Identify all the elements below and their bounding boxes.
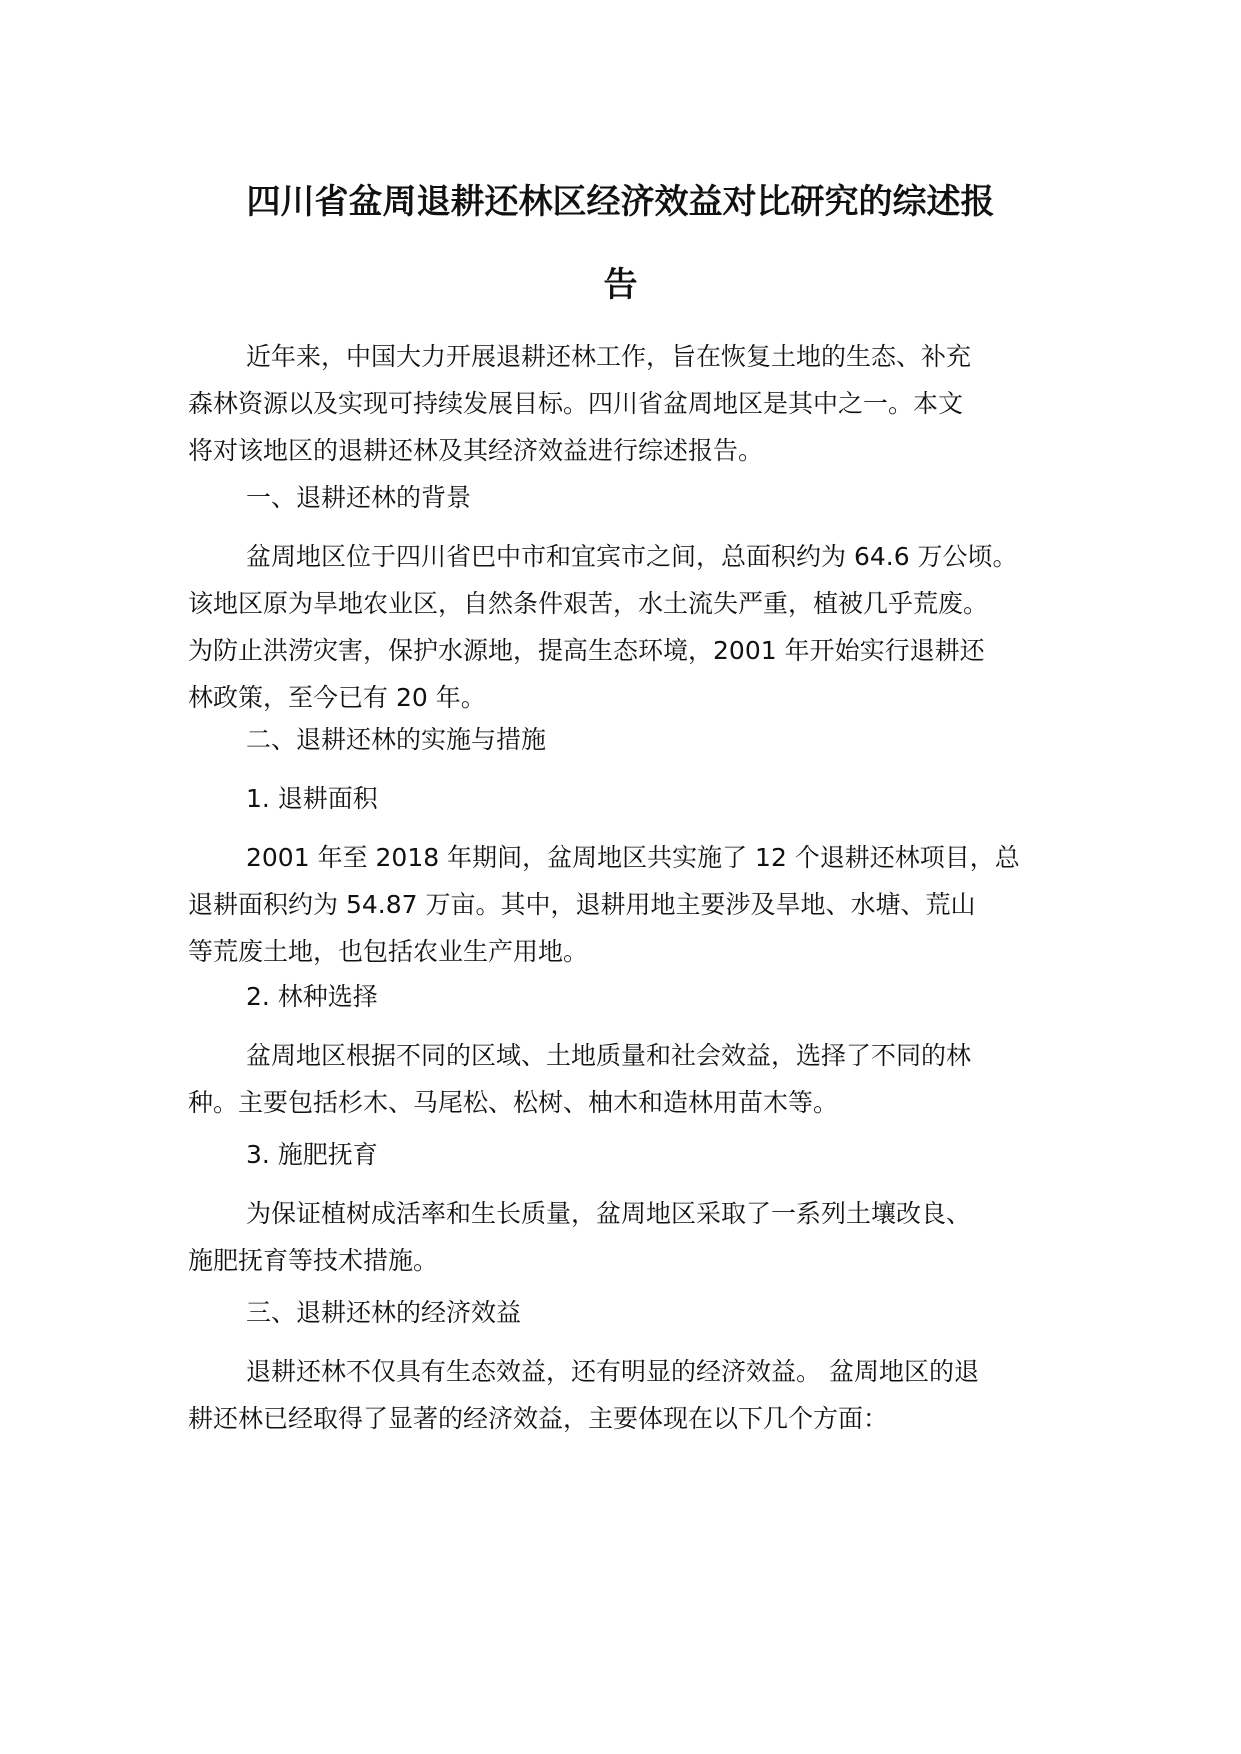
paragraph-line: 该地区原为旱地农业区，自然条件艰苦，水土流失严重，植被几乎荒废。: [188, 589, 989, 618]
subsection-2-heading: 2. 林种选择: [246, 982, 378, 1011]
section-3-paragraph: [188, 1348, 1060, 1442]
paragraph-line: 盆周地区位于四川省巴中市和宜宾市之间，总面积约为 64.6 万公顷。: [246, 542, 1018, 571]
paragraph-line: 施肥抚育等技术措施。: [188, 1246, 439, 1275]
section-1-heading: 一、退耕还林的背景: [246, 483, 472, 512]
paragraph-line: 等荒废土地，也包括农业生产用地。: [188, 937, 589, 966]
paragraph-line: 种。主要包括杉木、马尾松、松树、柚木和造林用苗木等。: [188, 1088, 839, 1117]
paragraph-line: 森林资源以及实现可持续发展目标。四川省盆周地区是其中之一。本文: [188, 389, 964, 418]
subsection-3-heading: 3. 施肥抚育: [246, 1140, 378, 1169]
subsection-1-paragraph: [188, 834, 1060, 975]
section-1-paragraph: [188, 533, 1060, 721]
paragraph-line: 为防止洪涝灾害，保护水源地，提高生态环境，2001 年开始实行退耕还: [188, 636, 985, 665]
subsection-3-paragraph: [188, 1190, 1060, 1284]
paragraph-line: 2001 年至 2018 年期间，盆周地区共实施了 12 个退耕还林项目，总: [246, 843, 1020, 872]
document-title-line-1: 四川省盆周退耕还林区经济效益对比研究的综述报: [246, 182, 995, 222]
paragraph-line: 为保证植树成活率和生长质量，盆周地区采取了一系列土壤改良、: [246, 1199, 972, 1228]
section-3-heading: 三、退耕还林的经济效益: [246, 1298, 522, 1327]
document-title-line-2: 告: [603, 265, 638, 305]
section-2-heading: 二、退耕还林的实施与措施: [246, 725, 547, 754]
paragraph-line: 耕还林已经取得了显著的经济效益，主要体现在以下几个方面：: [188, 1404, 889, 1433]
paragraph-line: 林政策，至今已有 20 年。: [188, 683, 486, 712]
paragraph-line: 盆周地区根据不同的区域、土地质量和社会效益，选择了不同的林: [246, 1041, 972, 1070]
paragraph-line: 退耕面积约为 54.87 万亩。其中，退耕用地主要涉及旱地、水塘、荒山: [188, 890, 976, 919]
subsection-1-heading: 1. 退耕面积: [246, 784, 378, 813]
intro-paragraph: [188, 333, 1060, 474]
paragraph-line: 退耕还林不仅具有生态效益，还有明显的经济效益。 盆周地区的退: [246, 1357, 979, 1386]
paragraph-line: 将对该地区的退耕还林及其经济效益进行综述报告。: [188, 436, 764, 465]
paragraph-line: 近年来，中国大力开展退耕还林工作，旨在恢复土地的生态、补充: [246, 342, 972, 371]
subsection-2-paragraph: [188, 1032, 1060, 1126]
